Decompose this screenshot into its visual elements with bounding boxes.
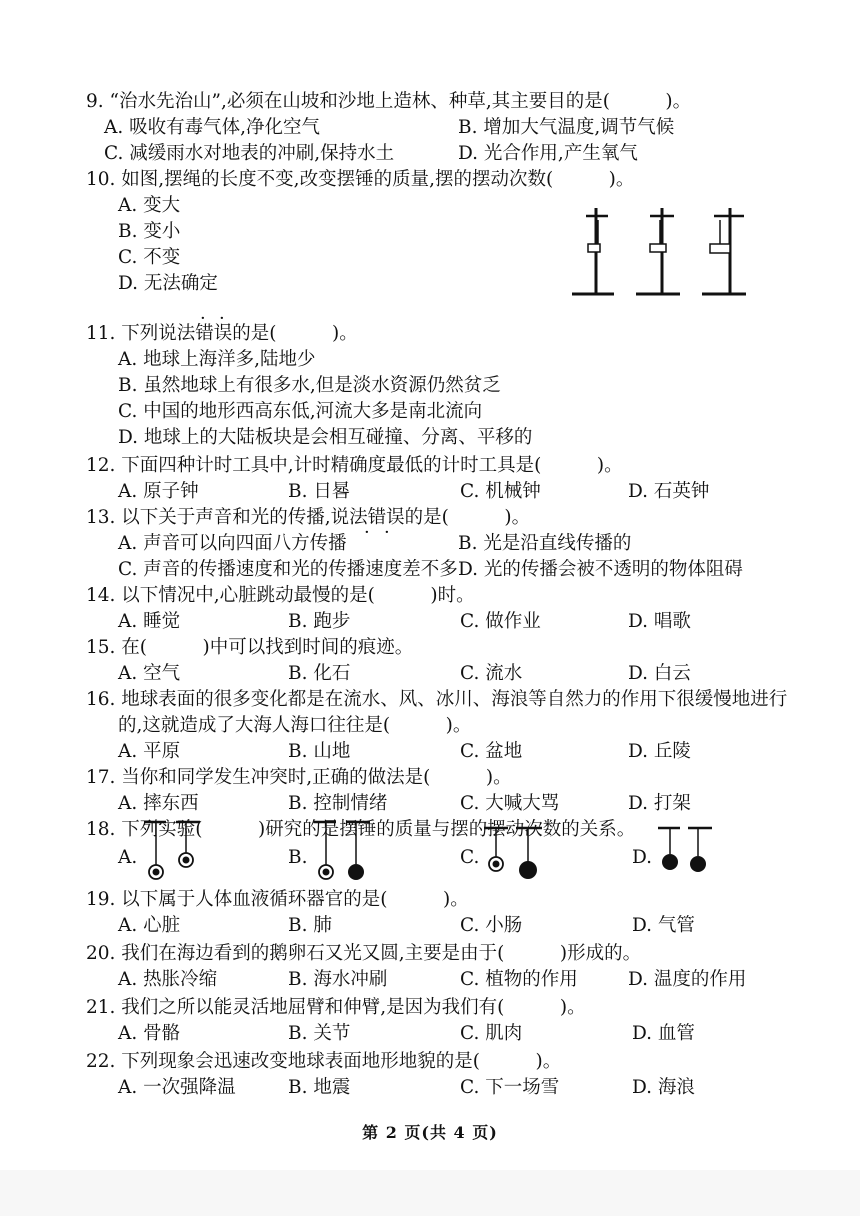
- q14-option-a: A. 睡觉: [118, 611, 181, 632]
- pendulum-stand-3: [702, 208, 746, 294]
- q11-option-c: C. 中国的地形西高东低,河流大多是南北流向: [118, 401, 483, 422]
- q17-option-d: D. 打架: [628, 793, 691, 814]
- q14-option-b: B. 跑步: [288, 611, 351, 632]
- q15-option-a: A. 空气: [118, 663, 181, 684]
- q18-stem: 18. 下列实验( )研究的是摆锤的质量与摆的摆动次数的关系。: [86, 819, 636, 840]
- q16-stem-line2: 的,这就造成了大海人海口往往是( )。: [118, 715, 472, 736]
- q12-option-d: D. 石英钟: [628, 481, 710, 502]
- q13-option-a: A. 声音可以向四面八方传播: [118, 533, 347, 554]
- q14-option-d: D. 唱歌: [628, 611, 691, 632]
- q13-option-c: C. 声音的传播速度和光的传播速度差不多: [118, 559, 458, 580]
- q13-option-b: B. 光是沿直线传播的: [458, 533, 632, 554]
- q21-option-a: A. 骨骼: [118, 1023, 181, 1044]
- q15-option-b: B. 化石: [288, 663, 351, 684]
- q17-option-a: A. 摔东西: [118, 793, 199, 814]
- q22-option-b: B. 地震: [288, 1077, 351, 1098]
- q16-option-d: D. 丘陵: [628, 741, 691, 762]
- q12-option-a: A. 原子钟: [118, 481, 199, 502]
- scan-bottom-margin: [0, 1170, 860, 1216]
- q13-stem: 13. 以下关于声音和光的传播,说法错误的是( )。: [86, 507, 531, 528]
- q9-option-b: B. 增加大气温度,调节气候: [458, 117, 675, 138]
- q18-option-b-figure: [312, 818, 372, 882]
- q22-option-d: D. 海浪: [632, 1077, 695, 1098]
- emphasis-dot: ·: [200, 308, 206, 329]
- q20-option-a: A. 热胀冷缩: [118, 969, 218, 990]
- q18-option-a-label: A.: [118, 847, 138, 868]
- q18-option-b-label: B.: [288, 847, 308, 868]
- q9-option-c: C. 减缓雨水对地表的冲刷,保持水土: [104, 143, 395, 164]
- q19-option-c: C. 小肠: [460, 915, 523, 936]
- page-number-footer: 第 2 页(共 4 页): [362, 1123, 498, 1142]
- emphasis-dot: ·: [364, 522, 370, 543]
- q11-option-d: D. 地球上的大陆板块是会相互碰撞、分离、平移的: [118, 427, 533, 448]
- q10-stem: 10. 如图,摆绳的长度不变,改变摆锤的质量,摆的摆动次数( )。: [86, 169, 635, 190]
- q14-option-c: C. 做作业: [460, 611, 541, 632]
- q15-stem: 15. 在( )中可以找到时间的痕迹。: [86, 637, 414, 658]
- q22-option-c: C. 下一场雪: [460, 1077, 560, 1098]
- pendulum-stand-2: [636, 208, 680, 294]
- q10-option-d: D. 无法确定: [118, 273, 218, 294]
- q22-stem: 22. 下列现象会迅速改变地球表面地形地貌的是( )。: [86, 1051, 562, 1072]
- q16-option-b: B. 山地: [288, 741, 351, 762]
- q10-option-a: A. 变大: [118, 195, 181, 216]
- q9-option-a: A. 吸收有毒气体,净化空气: [104, 117, 321, 138]
- q16-stem-line1: 16. 地球表面的很多变化都是在流水、风、冰川、海浪等自然力的作用下很缓慢地进行: [86, 689, 788, 710]
- q20-option-c: C. 植物的作用: [460, 969, 578, 990]
- q12-option-c: C. 机械钟: [460, 481, 541, 502]
- q18-option-c-figure: [482, 824, 546, 888]
- q11-stem: 11. 下列说法错误的是( )。: [86, 323, 358, 344]
- q15-option-d: D. 白云: [628, 663, 691, 684]
- q21-option-c: C. 肌肉: [460, 1023, 523, 1044]
- q20-stem: 20. 我们在海边看到的鹅卵石又光又圆,主要是由于( )形成的。: [86, 943, 642, 964]
- q17-option-c: C. 大喊大骂: [460, 793, 560, 814]
- q20-option-d: D. 温度的作用: [628, 969, 747, 990]
- q14-stem: 14. 以下情况中,心脏跳动最慢的是( )时。: [86, 585, 475, 606]
- q9-option-d: D. 光合作用,产生氧气: [458, 143, 638, 164]
- q21-option-d: D. 血管: [632, 1023, 695, 1044]
- q10-option-b: B. 变小: [118, 221, 181, 242]
- q17-stem: 17. 当你和同学发生冲突时,正确的做法是( )。: [86, 767, 512, 788]
- q18-option-d-figure: [656, 824, 716, 884]
- q19-option-a: A. 心脏: [118, 915, 181, 936]
- q22-option-a: A. 一次强降温: [118, 1077, 236, 1098]
- q12-option-b: B. 日晷: [288, 481, 351, 502]
- q19-stem: 19. 以下属于人体血液循环器官的是( )。: [86, 889, 469, 910]
- q12-stem: 12. 下面四种计时工具中,计时精确度最低的计时工具是( )。: [86, 455, 623, 476]
- q21-option-b: B. 关节: [288, 1023, 351, 1044]
- q11-option-a: A. 地球上海洋多,陆地少: [118, 349, 316, 370]
- emphasis-dot: ·: [219, 308, 225, 329]
- q18-option-d-label: D.: [632, 847, 653, 868]
- q20-option-b: B. 海水冲刷: [288, 969, 388, 990]
- q15-option-c: C. 流水: [460, 663, 523, 684]
- pendulum-stand-1: [572, 208, 614, 294]
- q21-stem: 21. 我们之所以能灵活地屈臂和伸臂,是因为我们有( )。: [86, 997, 586, 1018]
- q10-pendulum-figure: [570, 208, 770, 308]
- q16-option-a: A. 平原: [118, 741, 181, 762]
- q18-option-c-label: C.: [460, 847, 480, 868]
- q19-option-b: B. 肺: [288, 915, 332, 936]
- emphasis-dot: ·: [384, 522, 390, 543]
- q18-option-a-figure: [142, 818, 202, 878]
- q11-option-b: B. 虽然地球上有很多水,但是淡水资源仍然贫乏: [118, 375, 501, 396]
- q13-option-d: D. 光的传播会被不透明的物体阻碍: [458, 559, 743, 580]
- q17-option-b: B. 控制情绪: [288, 793, 388, 814]
- q9-stem: 9. “治水先治山”,必须在山坡和沙地上造林、种草,其主要目的是( )。: [86, 91, 692, 112]
- q10-option-c: C. 不变: [118, 247, 181, 268]
- q19-option-d: D. 气管: [632, 915, 695, 936]
- q16-option-c: C. 盆地: [460, 741, 523, 762]
